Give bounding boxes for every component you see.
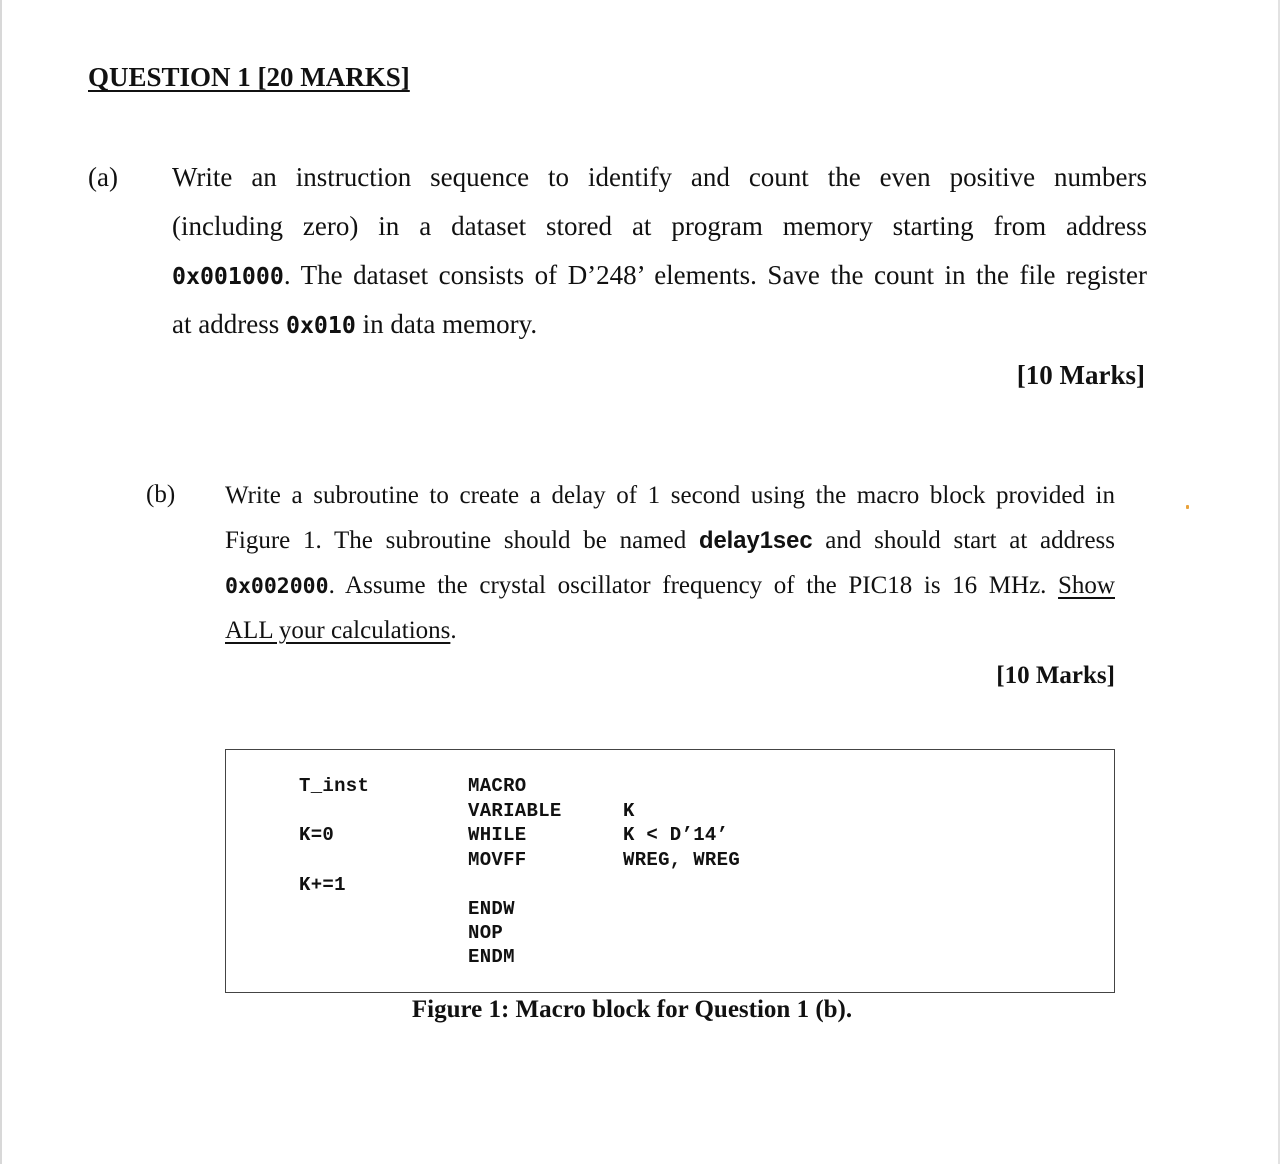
code-arg-wreg: WREG, WREG	[623, 849, 741, 871]
part-a-line-4	[172, 309, 1147, 358]
code-op-nop: NOP	[468, 922, 504, 944]
part-b-line-1: Write a subroutine to create a delay of 1 second using the macro block provided in	[225, 482, 1115, 509]
code-op-variable: VARIABLE	[468, 800, 562, 822]
page-edge-left	[0, 0, 2, 1164]
part-b-line-4	[225, 616, 1115, 661]
code-label-kinc: K+=1	[299, 874, 346, 896]
part-a-line-3-text: . The dataset consists of D’248’ elements. Save the count in the file register	[283, 260, 1147, 290]
figure-caption-text: Figure 1: Macro block for Question 1 (b).	[411, 996, 853, 1023]
code-label-tinst: T_inst	[299, 775, 370, 797]
code-op-endm: ENDM	[468, 946, 515, 968]
part-b-paragraph	[225, 481, 1115, 661]
part-a-marks: [10 Marks]	[1016, 360, 1145, 390]
calculations-underlined: ALL your calculations	[225, 617, 451, 644]
show-underlined: Show	[1058, 572, 1115, 599]
code-op-movff: MOVFF	[468, 849, 527, 871]
part-a-line-3	[172, 260, 1147, 309]
part-a-line-2: (including zero) in a dataset stored at program memory starting from address	[172, 211, 1147, 241]
code-label-k0: K=0	[299, 824, 335, 846]
address-code: 0x001000	[172, 263, 284, 290]
subroutine-name: delay1sec	[698, 527, 813, 554]
part-a-label: (a)	[88, 162, 118, 192]
part-b-marks: [10 Marks]	[996, 662, 1115, 689]
part-b-line-3	[225, 571, 1115, 616]
code-op-endw: ENDW	[468, 898, 515, 920]
macro-figure-box	[225, 749, 1115, 993]
part-b-line-3-text: . Assume the crystal oscillator frequency of the PIC18 is 16 MHz.	[328, 572, 1059, 599]
code-arg-condition: K < D’14’	[623, 824, 729, 846]
part-b-label: (b)	[146, 481, 176, 508]
part-a-paragraph	[172, 162, 1147, 358]
part-b-line-2	[225, 526, 1115, 571]
file-register-address: 0x010	[285, 312, 356, 339]
part-a-line-4-pre: at address	[172, 309, 286, 339]
code-op-macro: MACRO	[468, 775, 527, 797]
annotation-mark	[1186, 505, 1189, 509]
part-b-line-2-pre: Figure 1. The subroutine should be named	[225, 527, 699, 554]
part-a-line-4-post: in data memory.	[355, 309, 538, 339]
figure-caption	[0, 996, 1264, 1024]
part-b-line-4-post: .	[450, 617, 457, 644]
question-title: QUESTION 1 [20 MARKS]	[88, 62, 410, 92]
part-a-line-1: Write an instruction sequence to identify and count the even positive numbers	[172, 162, 1147, 192]
code-op-while: WHILE	[468, 824, 527, 846]
part-b-line-2-post: and should start at address	[812, 527, 1115, 554]
code-arg-k: K	[623, 800, 635, 822]
start-address-code: 0x002000	[225, 574, 329, 599]
